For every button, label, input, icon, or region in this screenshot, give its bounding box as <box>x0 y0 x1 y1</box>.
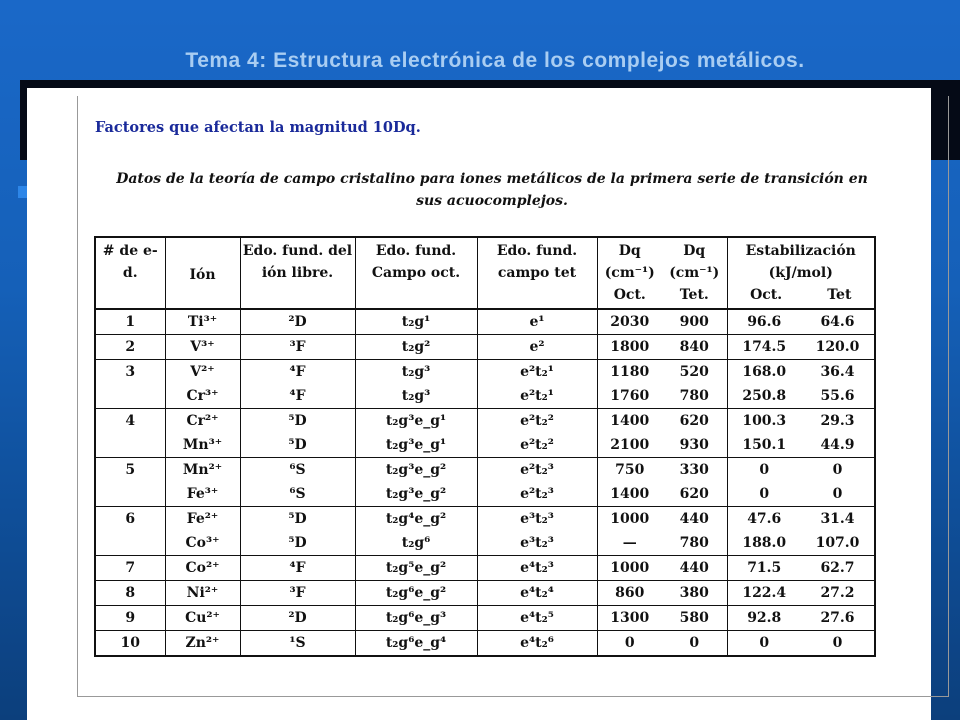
cell-free-ion-state: ⁶S <box>240 482 355 507</box>
cell-oct-state: t₂g³e_g¹ <box>355 433 477 458</box>
cell-dq-oct: 1180 <box>597 360 662 385</box>
cell-tet-state: e²t₂¹ <box>477 384 597 409</box>
cell-electron-count: 5 <box>95 458 165 483</box>
cell-oct-state: t₂g⁵e_g² <box>355 556 477 581</box>
cell-ion: Zn²⁺ <box>165 631 240 657</box>
header-dq-oct: Dq (cm⁻¹) Oct. <box>597 237 662 309</box>
cell-free-ion-state: ⁴F <box>240 360 355 385</box>
cell-ion: V³⁺ <box>165 335 240 360</box>
cell-free-ion-state: ⁵D <box>240 433 355 458</box>
cell-oct-state: t₂g³e_g² <box>355 458 477 483</box>
cell-stab-tet: 0 <box>801 482 875 507</box>
cell-electron-count: 7 <box>95 556 165 581</box>
cell-dq-oct: 1300 <box>597 606 662 631</box>
cell-ion: Fe²⁺ <box>165 507 240 532</box>
cell-free-ion-state: ⁵D <box>240 409 355 434</box>
table-row <box>95 384 875 409</box>
cell-stab-tet: 31.4 <box>801 507 875 532</box>
cell-electron-count <box>95 433 165 458</box>
cell-free-ion-state: ⁴F <box>240 384 355 409</box>
cell-tet-state: e⁴t₂⁴ <box>477 581 597 606</box>
cell-stab-tet: 36.4 <box>801 360 875 385</box>
cell-free-ion-state: ⁶S <box>240 458 355 483</box>
header-stab-label: Estabilización (kJ/mol) <box>745 243 856 281</box>
cell-electron-count <box>95 384 165 409</box>
cell-ion: Cu²⁺ <box>165 606 240 631</box>
cell-ion: Co²⁺ <box>165 556 240 581</box>
cell-ion: Cr²⁺ <box>165 409 240 434</box>
cell-dq-tet: 440 <box>662 556 727 581</box>
cell-ion: Mn³⁺ <box>165 433 240 458</box>
cell-tet-state: e²t₂³ <box>477 482 597 507</box>
table-row <box>95 458 875 483</box>
cell-stab-tet: 107.0 <box>801 531 875 556</box>
cell-tet-state: e⁴t₂⁶ <box>477 631 597 657</box>
header-free-ion: Edo. fund. del ión libre. <box>240 237 355 309</box>
cell-dq-oct: 1400 <box>597 409 662 434</box>
cell-ion: V²⁺ <box>165 360 240 385</box>
cell-dq-tet: 520 <box>662 360 727 385</box>
table-row <box>95 556 875 581</box>
cell-dq-tet: 840 <box>662 335 727 360</box>
cell-dq-oct: 1400 <box>597 482 662 507</box>
cell-tet-state: e²t₂² <box>477 409 597 434</box>
cell-free-ion-state: ⁵D <box>240 507 355 532</box>
cell-stab-oct: 0 <box>727 631 801 657</box>
cell-dq-oct: 750 <box>597 458 662 483</box>
cell-dq-oct: 0 <box>597 631 662 657</box>
cell-electron-count: 4 <box>95 409 165 434</box>
cell-ion: Co³⁺ <box>165 531 240 556</box>
cell-dq-oct: 860 <box>597 581 662 606</box>
cell-stab-oct: 0 <box>727 482 801 507</box>
cell-dq-tet: 440 <box>662 507 727 532</box>
cell-stab-tet: 0 <box>801 631 875 657</box>
cell-tet-state: e³t₂³ <box>477 507 597 532</box>
table-row <box>95 581 875 606</box>
cell-dq-tet: 0 <box>662 631 727 657</box>
document-caption: Datos de la teoría de campo cristalino para iones metálicos de la primera serie de transición en sus acuocomplejos. <box>116 171 868 209</box>
cell-stab-oct: 250.8 <box>727 384 801 409</box>
cell-dq-oct: 1800 <box>597 335 662 360</box>
cell-stab-oct: 100.3 <box>727 409 801 434</box>
cell-free-ion-state: ³F <box>240 581 355 606</box>
cell-tet-state: e² <box>477 335 597 360</box>
header-ne: # de e-d. <box>95 237 165 309</box>
header-stab-tet: Tet <box>827 287 852 303</box>
table-row <box>95 606 875 631</box>
cell-electron-count <box>95 482 165 507</box>
cell-stab-tet: 55.6 <box>801 384 875 409</box>
cell-stab-oct: 96.6 <box>727 309 801 335</box>
cell-dq-tet: 780 <box>662 384 727 409</box>
cell-stab-tet: 0 <box>801 458 875 483</box>
header-stab-oct: Oct. <box>750 287 783 303</box>
cell-oct-state: t₂g⁶e_g² <box>355 581 477 606</box>
cell-stab-tet: 44.9 <box>801 433 875 458</box>
cell-free-ion-state: ⁴F <box>240 556 355 581</box>
cell-electron-count: 9 <box>95 606 165 631</box>
cell-stab-oct: 92.8 <box>727 606 801 631</box>
cell-ion: Fe³⁺ <box>165 482 240 507</box>
cell-stab-oct: 174.5 <box>727 335 801 360</box>
header-tet-field: Edo. fund. campo tet <box>477 237 597 309</box>
table-row <box>95 409 875 434</box>
cell-ion: Mn²⁺ <box>165 458 240 483</box>
cell-stab-tet: 120.0 <box>801 335 875 360</box>
cell-dq-tet: 780 <box>662 531 727 556</box>
header-stabilization <box>727 237 875 309</box>
cell-electron-count: 3 <box>95 360 165 385</box>
cell-stab-oct: 188.0 <box>727 531 801 556</box>
cell-electron-count: 6 <box>95 507 165 532</box>
cell-stab-oct: 150.1 <box>727 433 801 458</box>
table-row <box>95 631 875 657</box>
cell-ion: Ni²⁺ <box>165 581 240 606</box>
cell-dq-tet: 580 <box>662 606 727 631</box>
cell-electron-count <box>95 531 165 556</box>
cell-free-ion-state: ¹S <box>240 631 355 657</box>
cell-electron-count: 1 <box>95 309 165 335</box>
table-row <box>95 360 875 385</box>
header-dq-tet: Dq (cm⁻¹) Tet. <box>662 237 727 309</box>
cell-stab-tet: 62.7 <box>801 556 875 581</box>
crystal-field-table <box>94 236 876 657</box>
cell-oct-state: t₂g⁶ <box>355 531 477 556</box>
header-oct-field: Edo. fund. Campo oct. <box>355 237 477 309</box>
cell-stab-oct: 0 <box>727 458 801 483</box>
cell-dq-oct: 1760 <box>597 384 662 409</box>
cell-stab-oct: 168.0 <box>727 360 801 385</box>
cell-oct-state: t₂g⁴e_g² <box>355 507 477 532</box>
cell-tet-state: e²t₂¹ <box>477 360 597 385</box>
cell-dq-oct: 2100 <box>597 433 662 458</box>
cell-free-ion-state: ²D <box>240 309 355 335</box>
cell-tet-state: e¹ <box>477 309 597 335</box>
table-row <box>95 531 875 556</box>
cell-dq-tet: 330 <box>662 458 727 483</box>
cell-tet-state: e²t₂³ <box>477 458 597 483</box>
cell-dq-tet: 900 <box>662 309 727 335</box>
cell-electron-count: 10 <box>95 631 165 657</box>
cell-free-ion-state: ⁵D <box>240 531 355 556</box>
cell-free-ion-state: ²D <box>240 606 355 631</box>
cell-dq-tet: 930 <box>662 433 727 458</box>
cell-tet-state: e⁴t₂³ <box>477 556 597 581</box>
cell-oct-state: t₂g² <box>355 335 477 360</box>
cell-oct-state: t₂g¹ <box>355 309 477 335</box>
header-ion: Ión <box>165 237 240 309</box>
document-image-panel <box>27 88 931 720</box>
slide-title: Tema 4: Estructura electrónica de los complejos metálicos. <box>185 49 805 72</box>
table-header-row <box>95 237 875 309</box>
cell-oct-state: t₂g³e_g¹ <box>355 409 477 434</box>
cell-dq-oct: 2030 <box>597 309 662 335</box>
table-row <box>95 433 875 458</box>
cell-dq-tet: 620 <box>662 482 727 507</box>
cell-electron-count: 2 <box>95 335 165 360</box>
cell-free-ion-state: ³F <box>240 335 355 360</box>
cell-dq-oct: — <box>597 531 662 556</box>
cell-dq-tet: 620 <box>662 409 727 434</box>
cell-dq-oct: 1000 <box>597 556 662 581</box>
cell-stab-oct: 71.5 <box>727 556 801 581</box>
cell-stab-tet: 64.6 <box>801 309 875 335</box>
cell-stab-oct: 122.4 <box>727 581 801 606</box>
cell-stab-tet: 29.3 <box>801 409 875 434</box>
cell-stab-tet: 27.6 <box>801 606 875 631</box>
cell-oct-state: t₂g³e_g² <box>355 482 477 507</box>
cell-ion: Ti³⁺ <box>165 309 240 335</box>
cell-electron-count: 8 <box>95 581 165 606</box>
cell-tet-state: e³t₂³ <box>477 531 597 556</box>
cell-oct-state: t₂g³ <box>355 384 477 409</box>
cell-dq-oct: 1000 <box>597 507 662 532</box>
cell-oct-state: t₂g⁶e_g⁴ <box>355 631 477 657</box>
table-row <box>95 335 875 360</box>
cell-oct-state: t₂g³ <box>355 360 477 385</box>
cell-dq-tet: 380 <box>662 581 727 606</box>
cell-oct-state: t₂g⁶e_g³ <box>355 606 477 631</box>
document-heading: Factores que afectan la magnitud 10Dq. <box>95 119 421 136</box>
cell-tet-state: e²t₂² <box>477 433 597 458</box>
cell-stab-oct: 47.6 <box>727 507 801 532</box>
table-row <box>95 309 875 335</box>
table-row <box>95 482 875 507</box>
cell-ion: Cr³⁺ <box>165 384 240 409</box>
cell-tet-state: e⁴t₂⁵ <box>477 606 597 631</box>
cell-stab-tet: 27.2 <box>801 581 875 606</box>
table-row <box>95 507 875 532</box>
